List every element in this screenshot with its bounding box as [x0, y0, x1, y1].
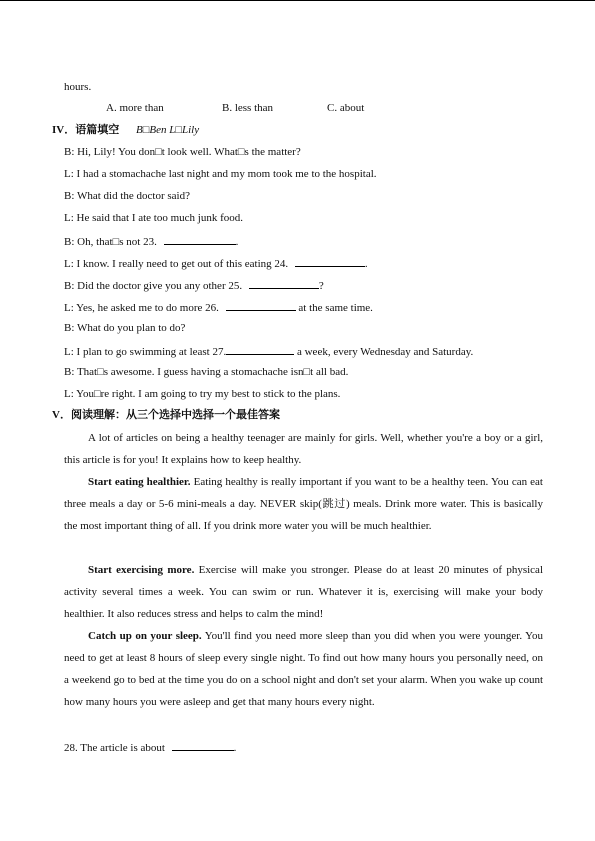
option-c: C. about	[327, 102, 365, 114]
blank-25[interactable]	[249, 277, 319, 289]
dialogue-line-blank-24	[64, 255, 368, 271]
option-a: A. more than	[106, 102, 164, 114]
page-top-rule	[0, 0, 595, 1]
paragraph-body: Exercise will make you stronger. Please do at least 20 minutes of physical activity several times a week. You can swim or run. Whatever it is, exercising will make your body healthier. It also reduces stress and helps to calm the mind!	[64, 564, 543, 620]
passage-paragraph-sleep	[64, 625, 543, 713]
paragraph-heading: Start exercising more.	[88, 564, 195, 576]
dialogue-line-blank-27	[64, 343, 473, 359]
dialogue-text: B: Oh, that□s not 23.	[64, 236, 157, 248]
dialogue-text: B: Did the doctor give you any other 25.	[64, 280, 243, 292]
dialogue-line: B: That□s awesome. I guess having a stomachache isn□t all bad.	[64, 366, 349, 378]
section-4-label: IV．语篇填空	[52, 124, 120, 136]
dialogue-text: L: I plan to go swimming at least 27.	[64, 346, 227, 358]
dialogue-line-blank-23	[64, 233, 238, 249]
blank-27[interactable]	[226, 343, 294, 355]
paragraph-heading: Start eating healthier.	[88, 476, 191, 488]
blank-24[interactable]	[295, 255, 365, 267]
speaker-key: B□Ben L□Lily	[135, 124, 200, 136]
dialogue-line: B: What did the doctor said?	[64, 190, 190, 202]
section-4-header	[52, 123, 199, 137]
passage-intro: A lot of articles on being a healthy teenager are mainly for girls. Well, whether you're a boy or a girl, this article is for you! It explains how to keep healthy.	[64, 432, 543, 466]
question-text: .	[233, 742, 237, 754]
dialogue-line: B: Hi, Lily! You don□t look well. What□s the matter?	[64, 146, 301, 158]
dialogue-line: L: He said that I ate too much junk food.	[64, 212, 244, 224]
dialogue-line: L: I had a stomachache last night and my mom took me to the hospital.	[64, 168, 377, 180]
blank-23[interactable]	[164, 233, 236, 245]
dialogue-text: L: Yes, he asked me to do more 26.	[64, 302, 219, 314]
question-text: 28. The article is about	[64, 742, 165, 754]
passage-paragraph-exercise	[64, 559, 543, 625]
dialogue-text: .	[364, 258, 368, 270]
paragraph-body: Eating healthy is really important if you want to be a healthy teen. You can eat three meals a day or 5-6 mini-meals a day. NEVER skip(跳过) meals. Drink more water. This is basically the most important thing of all. If you drink more water you will be much healthier.	[64, 476, 543, 532]
blank-26[interactable]	[226, 299, 296, 311]
dialogue-text: .	[235, 236, 239, 248]
dialogue-line: L: You□re right. I am going to try my best to stick to the plans.	[64, 388, 341, 400]
question-28	[64, 739, 236, 755]
section-5-header: V．阅读理解：从三个选择中选择一个最佳答案	[52, 409, 280, 421]
paragraph-heading: Catch up on your sleep.	[88, 630, 202, 642]
dialogue-text: ?	[318, 280, 324, 292]
dialogue-line-blank-26	[64, 299, 373, 315]
option-b: B. less than	[222, 102, 274, 114]
dialogue-text: a week, every Wednesday and Saturday.	[294, 346, 474, 358]
dialogue-text: L: I know. I really need to get out of this eating 24.	[64, 258, 289, 270]
blank-28[interactable]	[172, 739, 234, 751]
dialogue-line: B: What do you plan to do?	[64, 322, 186, 334]
dialogue-text: at the same time.	[295, 302, 373, 314]
previous-question-fragment: hours.	[64, 81, 92, 93]
dialogue-line-blank-25	[64, 277, 324, 293]
passage-paragraph-eating	[64, 471, 543, 537]
paragraph-body: You'll find you need more sleep than you did when you were younger. You need to get at least 8 hours of sleep every single night. To find out how many hours you personally need, on a weekend go to bed at the time you do on a school night and don't set your alarm. When you wake up count how many hours you were asleep and get that many hours every night.	[64, 630, 543, 708]
